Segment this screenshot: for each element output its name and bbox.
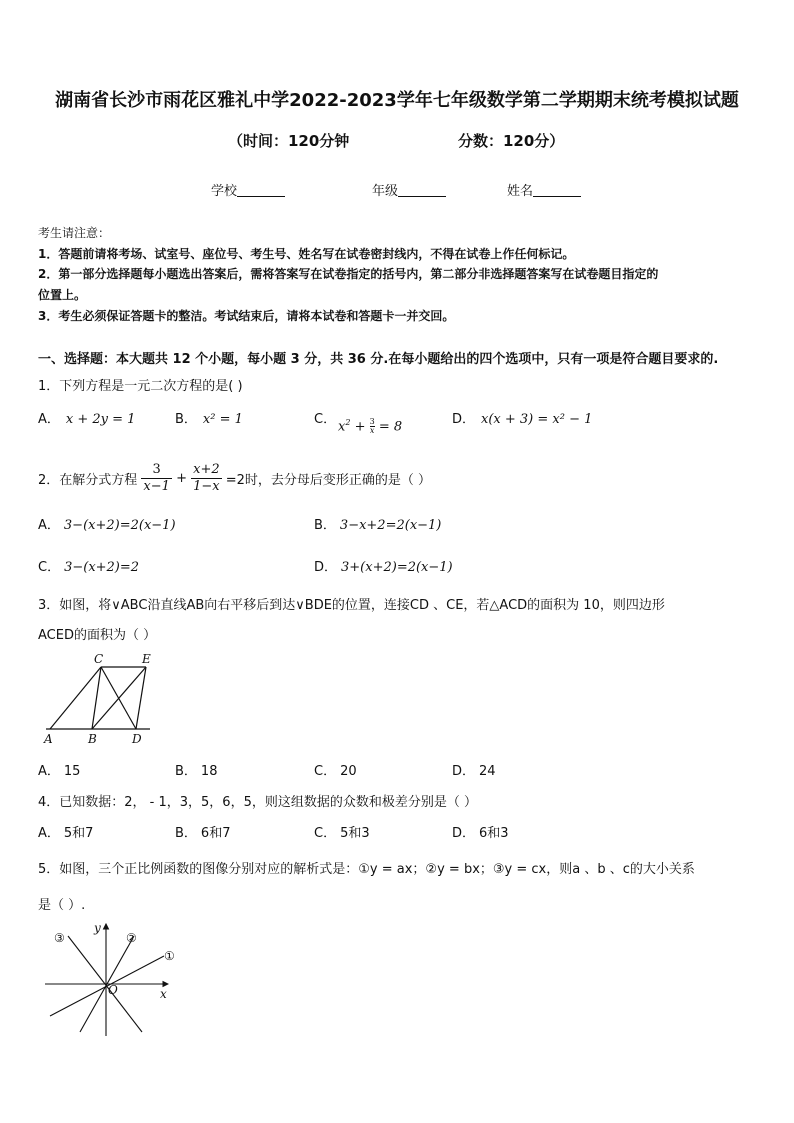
label-x: x bbox=[160, 987, 167, 1001]
school-blank[interactable] bbox=[237, 182, 285, 197]
q1-stem: 1．下列方程是一元二次方程的是( ) bbox=[38, 379, 243, 394]
grade-blank[interactable] bbox=[398, 182, 446, 197]
q1-option-a[interactable] bbox=[38, 408, 135, 427]
q2-b-expr: 3−x+2=2(x−1) bbox=[339, 518, 442, 533]
q4-option-c[interactable]: C． 5和3 bbox=[314, 826, 370, 841]
label-b: B bbox=[88, 732, 97, 746]
label-e: E bbox=[142, 652, 151, 666]
page-title: 湖南省长沙市雨花区雅礼中学2022-2023学年七年级数学第二学期期末统考模拟试题 bbox=[55, 90, 739, 111]
exam-score: 分数：120分） bbox=[458, 132, 565, 150]
q3-stem-line1: 3．如图，将∨ABC沿直线AB向右平移后到达∨BDE的位置，连接CD 、CE，若△ACD的面积为 10，则四边形 bbox=[38, 598, 665, 613]
label-line-3: ③ bbox=[54, 931, 65, 945]
q2-fraction-2: $\frac{x+2}{1-x}$ bbox=[193, 462, 220, 494]
notice-item-1: 1．答题前请将考场、试室号、座位号、考生号、姓名写在试卷密封线内，不得在试卷上作任何标记。 bbox=[38, 247, 575, 261]
q3-option-c[interactable]: C． 20 bbox=[314, 764, 357, 779]
q3-option-b[interactable]: B． 18 bbox=[175, 764, 218, 779]
q3-figure bbox=[38, 648, 158, 748]
q2-d-expr: 3+(x+2)=2(x−1) bbox=[341, 560, 453, 575]
label-c: C bbox=[94, 652, 104, 666]
q1-b-label: B． bbox=[175, 412, 197, 427]
q5-stem-line1: 5．如图，三个正比例函数的图像分别对应的解析式是：①y = ax；②y = bx；③y = cx，则a 、b 、c的大小关系 bbox=[38, 862, 695, 877]
q1-a-label: A． bbox=[38, 412, 60, 427]
q2-a-expr: 3−(x+2)=2(x−1) bbox=[63, 518, 176, 533]
q1-c-label: C． bbox=[314, 412, 337, 427]
name-field bbox=[507, 180, 581, 199]
q4-stem: 4．已知数据：2， - 1，3，5，6，5，则这组数据的众数和极差分别是（ ） bbox=[38, 795, 477, 810]
q5-figure bbox=[40, 920, 180, 1040]
notice-item-3: 3．考生必须保证答题卡的整洁。考试结束后，请将本试卷和答题卡一并交回。 bbox=[38, 309, 455, 323]
q3-option-d[interactable]: D． 24 bbox=[452, 764, 496, 779]
notice-item-2a: 2．第一部分选择题每小题选出答案后，需将答案写在试卷指定的括号内，第二部分非选择题答案写在试卷题目指定的 bbox=[38, 267, 659, 281]
exam-time: （时间：120分钟 bbox=[228, 132, 350, 150]
q1-option-c[interactable] bbox=[314, 408, 336, 427]
label-origin: O bbox=[108, 983, 118, 997]
line-1 bbox=[50, 956, 164, 1016]
q2-c-expr: 3−(x+2)=2 bbox=[64, 560, 140, 575]
q2-option-a[interactable]: A． 3−(x+2)=2(x−1) bbox=[38, 518, 176, 533]
section-title: 一、选择题：本大题共 12 个小题，每小题 3 分，共 36 分.在每小题给出的四个选项中，只有一项是符合题目要求的. bbox=[38, 352, 719, 367]
grade-label: 年级 bbox=[372, 184, 399, 199]
q1-d-expr: x(x + 3) = x² − 1 bbox=[481, 412, 593, 427]
q3-stem-line2: ACED的面积为（ ） bbox=[38, 628, 157, 643]
q4-option-a[interactable]: A． 5和7 bbox=[38, 826, 94, 841]
notice-heading: 考生请注意： bbox=[38, 226, 111, 240]
q4-option-d[interactable]: D． 6和3 bbox=[452, 826, 509, 841]
q2-option-b[interactable]: B． 3−x+2=2(x−1) bbox=[314, 518, 442, 533]
q5-stem-line2: 是（ ）. bbox=[38, 898, 86, 913]
q1-c-frac: $\frac{3}{x}$ bbox=[369, 417, 375, 436]
q3-option-a[interactable]: A． 15 bbox=[38, 764, 81, 779]
q4-option-b[interactable]: B． 6和7 bbox=[175, 826, 231, 841]
label-a: A bbox=[44, 732, 53, 746]
q2-fraction-1: $\frac{3}{x-1}$ bbox=[143, 462, 170, 494]
q1-c-expr: $x^2$ + $\frac{3}{x} = 8$ bbox=[338, 417, 403, 436]
segment-cd bbox=[101, 667, 136, 729]
q1-option-b[interactable] bbox=[175, 408, 243, 427]
q2-suffix: =2时，去分母后变形正确的是（ ） bbox=[225, 473, 432, 488]
label-line-2: ② bbox=[126, 931, 137, 945]
label-line-1: ① bbox=[164, 949, 175, 963]
q1-option-d[interactable] bbox=[452, 408, 592, 427]
grade-field bbox=[372, 180, 446, 199]
notice-item-2b: 位置上。 bbox=[38, 288, 87, 302]
q1-b-expr: x² = 1 bbox=[202, 412, 243, 427]
school-field bbox=[211, 180, 285, 199]
name-blank[interactable] bbox=[533, 182, 581, 197]
q1-d-label: D． bbox=[452, 412, 476, 427]
q2-option-d[interactable]: D． 3+(x+2)=2(x−1) bbox=[314, 560, 453, 575]
label-d: D bbox=[132, 732, 142, 746]
school-label: 学校 bbox=[211, 184, 238, 199]
q2-stem: 2．在解分式方程 $\frac{3}{x-1}$ + $\frac{x+2}{1-x}$ =2时，去分母后变形正确的是（ ） bbox=[38, 462, 432, 494]
label-y: y bbox=[94, 921, 101, 935]
q2-prefix: 2．在解分式方程 bbox=[38, 473, 138, 488]
name-label: 姓名 bbox=[507, 184, 534, 199]
q1-a-expr: x + 2y = 1 bbox=[65, 412, 136, 427]
q2-option-c[interactable]: C． 3−(x+2)=2 bbox=[38, 560, 140, 575]
